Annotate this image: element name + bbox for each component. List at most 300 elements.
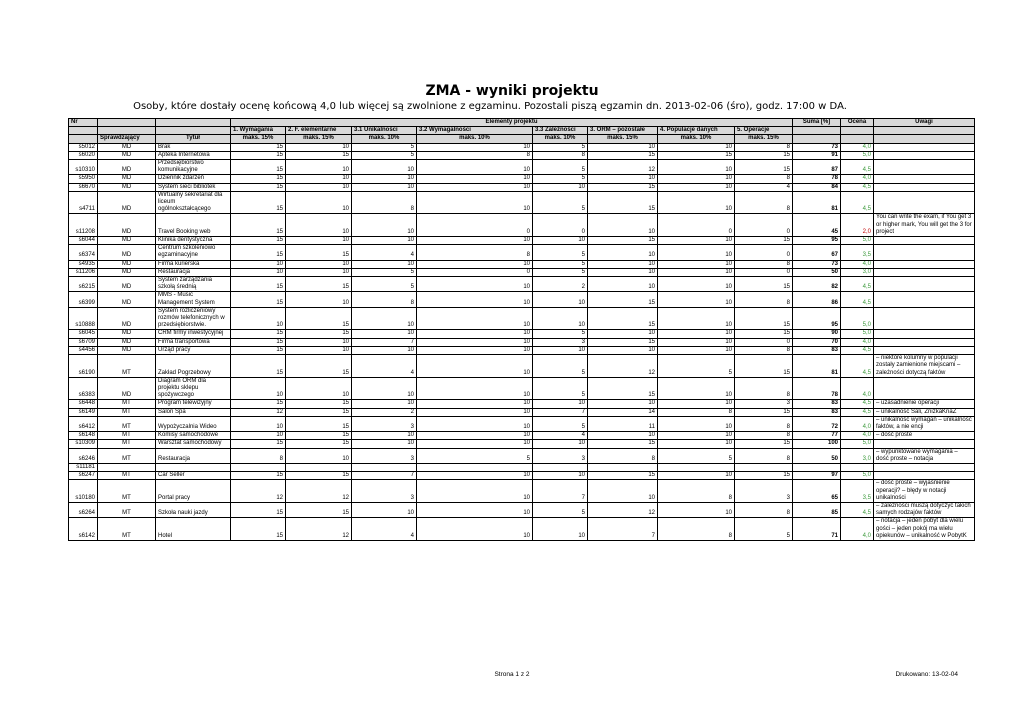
grade-cell: 4,0 (841, 338, 874, 346)
table-row (69, 480, 975, 503)
score-cell: 15 (286, 472, 352, 480)
grade-cell: 3,5 (841, 245, 874, 260)
score-cell: 10 (658, 143, 735, 151)
score-cell: 10 (286, 448, 352, 463)
reviewer: MD (98, 346, 156, 354)
score-cell: 12 (231, 480, 286, 503)
score-cell: 10 (533, 400, 588, 408)
remarks-cell: – uzasadnienie operacji (874, 400, 975, 408)
score-cell: 3 (352, 480, 417, 503)
header-elements: Elementy projektu (231, 119, 793, 127)
score-cell: 10 (231, 416, 286, 431)
project-title: Przedsiębiorstwo komunikacyjne (156, 160, 231, 175)
grade-cell: 4,5 (841, 183, 874, 191)
score-cell: 10 (352, 400, 417, 408)
reviewer: MT (98, 502, 156, 517)
score-cell: 10 (588, 277, 658, 292)
student-id: s6264 (69, 502, 98, 517)
score-cell: 10 (417, 277, 533, 292)
header-max-4: maks. 10% (417, 135, 533, 143)
remarks-cell: You can write the exam, if You get 3 or higher mark, You will get the 3 for project (874, 214, 975, 237)
score-cell: 14 (588, 408, 658, 416)
score-cell: 8 (735, 416, 793, 431)
score-cell: 15 (588, 338, 658, 346)
sum-cell: 72 (793, 416, 841, 431)
remarks-cell (874, 183, 975, 191)
sum-cell: 90 (793, 330, 841, 338)
project-title: Urząd pracy (156, 346, 231, 354)
header-max-5: maks. 10% (533, 135, 588, 143)
sum-cell: 100 (793, 440, 841, 448)
score-cell: 10 (533, 237, 588, 245)
page-title: ZMA - wyniki projektu (425, 83, 599, 99)
table-row (69, 260, 975, 268)
student-id: s11208 (69, 214, 98, 237)
table-row (69, 472, 975, 480)
score-cell: 15 (735, 151, 793, 159)
score-cell: 15 (231, 338, 286, 346)
student-id: s6247 (69, 472, 98, 480)
score-cell: 10 (352, 440, 417, 448)
student-id: s6149 (69, 408, 98, 416)
score-cell: 15 (735, 355, 793, 378)
score-cell: 10 (588, 268, 658, 276)
score-cell (352, 463, 417, 471)
score-cell: 10 (352, 346, 417, 354)
remarks-cell (874, 175, 975, 183)
remarks-cell (874, 346, 975, 354)
score-cell: 10 (417, 160, 533, 175)
score-cell: 12 (286, 480, 352, 503)
score-cell: 10 (417, 307, 533, 330)
score-cell: 10 (533, 292, 588, 307)
header-col-8: 5. Operacje (735, 127, 793, 135)
score-cell: 8 (735, 260, 793, 268)
remarks-cell (874, 191, 975, 214)
score-cell: 5 (352, 151, 417, 159)
score-cell: 15 (588, 377, 658, 400)
table-row (69, 292, 975, 307)
project-title: Zakład Pogrzebowy (156, 355, 231, 378)
score-cell (735, 463, 793, 471)
reviewer (98, 463, 156, 471)
remarks-cell (874, 143, 975, 151)
score-cell: 15 (735, 160, 793, 175)
score-cell: 15 (588, 440, 658, 448)
table-row (69, 151, 975, 159)
project-title: CRM firmy inwestycyjnej (156, 330, 231, 338)
remarks-cell (874, 151, 975, 159)
student-id: s11206 (69, 268, 98, 276)
reviewer: MT (98, 480, 156, 503)
score-cell: 10 (352, 175, 417, 183)
score-cell: 5 (352, 277, 417, 292)
student-id: s6020 (69, 151, 98, 159)
score-cell: 0 (533, 214, 588, 237)
score-cell: 10 (417, 416, 533, 431)
score-cell: 10 (417, 432, 533, 440)
project-title: System rozliczeniowy rozmów telefonicznych w przedsiębiorstwie. (156, 307, 231, 330)
score-cell: 10 (286, 175, 352, 183)
score-cell: 10 (588, 260, 658, 268)
score-cell: 11 (588, 416, 658, 431)
table-row (69, 416, 975, 431)
sum-cell: 78 (793, 175, 841, 183)
score-cell: 8 (735, 175, 793, 183)
table-row (69, 408, 975, 416)
sum-cell: 81 (793, 191, 841, 214)
grade-cell: 4,5 (841, 191, 874, 214)
score-cell: 10 (658, 338, 735, 346)
score-cell: 8 (658, 480, 735, 503)
project-title: Centrum szkoleniowo egzaminacyjne (156, 245, 231, 260)
score-cell: 10 (417, 472, 533, 480)
score-cell (417, 463, 533, 471)
sum-cell: 77 (793, 432, 841, 440)
score-cell: 15 (231, 346, 286, 354)
score-cell: 5 (533, 502, 588, 517)
score-cell: 7 (352, 338, 417, 346)
table-row (69, 214, 975, 237)
header-grade: Ocena (841, 119, 874, 127)
score-cell: 15 (286, 416, 352, 431)
remarks-cell: – dość proste (874, 432, 975, 440)
score-cell: 10 (417, 330, 533, 338)
score-cell: 10 (658, 191, 735, 214)
sum-cell: 85 (793, 502, 841, 517)
student-id: s6148 (69, 432, 98, 440)
score-cell: 2 (533, 277, 588, 292)
score-cell: 10 (658, 416, 735, 431)
score-cell: 10 (588, 480, 658, 503)
page-subtitle: Osoby, które dostały ocenę końcową 4,0 lub więcej są zwolnione z egzaminu. Pozostali piszą egzamin dn. 2013-02-06 (śro), godz. 17:00 w DA. (133, 101, 847, 112)
score-cell: 8 (735, 346, 793, 354)
score-cell: 10 (588, 175, 658, 183)
score-cell: 10 (658, 307, 735, 330)
score-cell: 8 (735, 377, 793, 400)
reviewer: MD (98, 191, 156, 214)
score-cell: 10 (352, 432, 417, 440)
score-cell: 10 (658, 502, 735, 517)
score-cell (231, 463, 286, 471)
project-title: Travel Booking web (156, 214, 231, 237)
score-cell: 5 (533, 245, 588, 260)
score-cell: 10 (533, 440, 588, 448)
reviewer: MD (98, 160, 156, 175)
student-id: s6190 (69, 355, 98, 378)
score-cell: 15 (231, 292, 286, 307)
score-cell: 15 (588, 472, 658, 480)
print-date: Drukowano: 13-02-04 (895, 671, 958, 678)
score-cell: 0 (735, 245, 793, 260)
header-max-1: maks. 15% (231, 135, 286, 143)
student-id: s6142 (69, 518, 98, 541)
score-cell: 4 (533, 432, 588, 440)
sum-cell: 45 (793, 214, 841, 237)
score-cell: 15 (286, 502, 352, 517)
student-id: s6045 (69, 330, 98, 338)
score-cell: 5 (352, 268, 417, 276)
score-cell: 15 (231, 400, 286, 408)
score-cell: 3 (735, 480, 793, 503)
student-id: s6215 (69, 277, 98, 292)
score-cell: 15 (231, 440, 286, 448)
score-cell: 3 (352, 416, 417, 431)
grade-cell: 5,0 (841, 330, 874, 338)
remarks-cell (874, 472, 975, 480)
score-cell: 0 (658, 214, 735, 237)
score-cell: 10 (417, 260, 533, 268)
grade-cell: 2,0 (841, 214, 874, 237)
project-title: Brak (156, 143, 231, 151)
score-cell: 8 (417, 245, 533, 260)
sum-cell: 91 (793, 151, 841, 159)
sum-cell: 87 (793, 160, 841, 175)
score-cell: 10 (352, 214, 417, 237)
score-cell: 12 (588, 502, 658, 517)
score-cell: 15 (735, 277, 793, 292)
score-cell: 15 (286, 151, 352, 159)
score-cell: 10 (417, 292, 533, 307)
score-cell: 10 (658, 183, 735, 191)
table-row (69, 268, 975, 276)
score-cell: 10 (417, 237, 533, 245)
score-cell: 10 (658, 277, 735, 292)
sum-cell: 86 (793, 292, 841, 307)
table-row (69, 518, 975, 541)
score-cell: 10 (352, 330, 417, 338)
header-col-3: 3.1 Unikalności (352, 127, 417, 135)
header-col-6: 3. ORM – pozostałe (588, 127, 658, 135)
table-row (69, 307, 975, 330)
score-cell: 10 (658, 432, 735, 440)
score-cell: 15 (231, 183, 286, 191)
score-cell: 10 (417, 408, 533, 416)
grade-cell: 3,0 (841, 448, 874, 463)
remarks-cell (874, 330, 975, 338)
score-cell: 10 (417, 502, 533, 517)
header-title: Tytuł (156, 135, 231, 143)
score-cell: 15 (231, 277, 286, 292)
header-col-4: 3.2 Wymagalności (417, 127, 533, 135)
sum-cell: 83 (793, 408, 841, 416)
score-cell: 10 (231, 377, 286, 400)
score-cell: 10 (286, 214, 352, 237)
score-cell: 5 (533, 377, 588, 400)
grade-cell: 4,0 (841, 175, 874, 183)
remarks-cell (874, 440, 975, 448)
grade-cell: 5,0 (841, 440, 874, 448)
reviewer: MD (98, 307, 156, 330)
score-cell: 10 (286, 143, 352, 151)
project-title: Wypożyczalnia Wideo (156, 416, 231, 431)
student-id: s6383 (69, 377, 98, 400)
remarks-cell: – zależności muszą dotyczyć takich samych rodzajów faktów (874, 502, 975, 517)
header-nr: Nr (69, 119, 98, 127)
table-row (69, 245, 975, 260)
sum-cell: 95 (793, 307, 841, 330)
score-cell (588, 463, 658, 471)
score-cell: 15 (286, 277, 352, 292)
score-cell: 8 (588, 448, 658, 463)
remarks-cell: – unikalność Sali, ZnizkaKnaZ (874, 408, 975, 416)
score-cell: 8 (352, 292, 417, 307)
sum-cell: 73 (793, 143, 841, 151)
score-cell: 10 (658, 346, 735, 354)
sum-cell: 71 (793, 518, 841, 541)
score-cell: 0 (735, 268, 793, 276)
score-cell: 10 (417, 338, 533, 346)
score-cell: 5 (417, 448, 533, 463)
score-cell (658, 463, 735, 471)
score-cell: 15 (588, 151, 658, 159)
score-cell: 10 (417, 346, 533, 354)
score-cell: 10 (533, 183, 588, 191)
project-title: Diagram ORM dla projektu sklepu spożywczego (156, 377, 231, 400)
reviewer: MT (98, 448, 156, 463)
results-table (68, 118, 975, 541)
remarks-cell (874, 277, 975, 292)
student-id: s10180 (69, 480, 98, 503)
score-cell: 5 (533, 160, 588, 175)
grade-cell: 4,5 (841, 292, 874, 307)
reviewer: MD (98, 292, 156, 307)
reviewer: MD (98, 338, 156, 346)
score-cell: 8 (658, 408, 735, 416)
score-cell: 5 (735, 518, 793, 541)
student-id: s6670 (69, 183, 98, 191)
score-cell: 10 (533, 307, 588, 330)
project-title: Firma kurierska (156, 260, 231, 268)
header-max-8: maks. 15% (735, 135, 793, 143)
table-row (69, 502, 975, 517)
project-title (156, 463, 231, 471)
student-id: s6044 (69, 237, 98, 245)
score-cell: 10 (658, 245, 735, 260)
header-col-7: 4. Populacje danych (658, 127, 735, 135)
score-cell: 10 (231, 432, 286, 440)
student-id: s4935 (69, 260, 98, 268)
score-cell: 10 (417, 355, 533, 378)
table-row (69, 448, 975, 463)
remarks-cell (874, 307, 975, 330)
score-cell: 10 (286, 260, 352, 268)
score-cell: 10 (417, 400, 533, 408)
grade-cell: 4,0 (841, 518, 874, 541)
score-cell: 7 (352, 472, 417, 480)
grade-cell: 4,0 (841, 377, 874, 400)
project-title: Apteka Internetowa (156, 151, 231, 159)
score-cell: 15 (286, 245, 352, 260)
header-row-1 (69, 119, 975, 127)
table-row (69, 346, 975, 354)
score-cell: 8 (735, 143, 793, 151)
score-cell: 15 (658, 151, 735, 159)
score-cell: 12 (588, 160, 658, 175)
grade-cell: 4,5 (841, 160, 874, 175)
header-row-3 (69, 135, 975, 143)
project-title: Car Seller (156, 472, 231, 480)
grade-cell: 4,0 (841, 432, 874, 440)
score-cell: 15 (286, 400, 352, 408)
student-id: s5950 (69, 175, 98, 183)
score-cell: 15 (231, 151, 286, 159)
project-title: Restauracja (156, 268, 231, 276)
sum-cell: 50 (793, 268, 841, 276)
grade-cell: 3,5 (841, 480, 874, 503)
student-id: s6399 (69, 292, 98, 307)
score-cell: 5 (533, 260, 588, 268)
table-row (69, 355, 975, 378)
student-id: s10888 (69, 307, 98, 330)
score-cell: 10 (533, 346, 588, 354)
score-cell: 10 (231, 268, 286, 276)
score-cell: 4 (735, 183, 793, 191)
score-cell: 10 (286, 191, 352, 214)
grade-cell: 4,5 (841, 277, 874, 292)
remarks-cell (874, 377, 975, 400)
sum-cell: 97 (793, 472, 841, 480)
score-cell: 10 (286, 237, 352, 245)
reviewer: MT (98, 400, 156, 408)
student-id: s6246 (69, 448, 98, 463)
score-cell: 0 (735, 338, 793, 346)
remarks-cell (874, 463, 975, 471)
score-cell: 15 (231, 175, 286, 183)
score-cell: 10 (286, 292, 352, 307)
score-cell: 4 (352, 355, 417, 378)
score-cell: 15 (735, 472, 793, 480)
score-cell (286, 463, 352, 471)
header-col-5: 3.3 Zależności (533, 127, 588, 135)
score-cell: 8 (735, 432, 793, 440)
score-cell: 10 (286, 183, 352, 191)
score-cell: 10 (231, 307, 286, 330)
score-cell: 15 (735, 307, 793, 330)
grade-cell: 4,5 (841, 408, 874, 416)
score-cell: 10 (658, 400, 735, 408)
score-cell: 10 (658, 260, 735, 268)
header-max-3: maks. 10% (352, 135, 417, 143)
score-cell: 15 (286, 432, 352, 440)
score-cell: 0 (417, 268, 533, 276)
student-id: s5012 (69, 143, 98, 151)
score-cell: 15 (231, 191, 286, 214)
project-title: Dziennik zdarzeń (156, 175, 231, 183)
grade-cell: 4,5 (841, 502, 874, 517)
student-id: s6709 (69, 338, 98, 346)
score-cell: 10 (658, 330, 735, 338)
score-cell: 15 (231, 330, 286, 338)
table-row (69, 463, 975, 471)
sum-cell: 67 (793, 245, 841, 260)
reviewer: MD (98, 183, 156, 191)
grade-cell: 5,0 (841, 307, 874, 330)
score-cell: 5 (352, 143, 417, 151)
sum-cell: 95 (793, 237, 841, 245)
table-row (69, 143, 975, 151)
score-cell: 10 (658, 175, 735, 183)
header-remarks: Uwagi (874, 119, 975, 127)
score-cell: 4 (352, 245, 417, 260)
score-cell: 10 (352, 502, 417, 517)
reviewer: MT (98, 416, 156, 431)
score-cell: 15 (286, 307, 352, 330)
grade-cell: 3,0 (841, 268, 874, 276)
score-cell: 15 (735, 237, 793, 245)
score-cell: 15 (588, 307, 658, 330)
remarks-cell (874, 160, 975, 175)
